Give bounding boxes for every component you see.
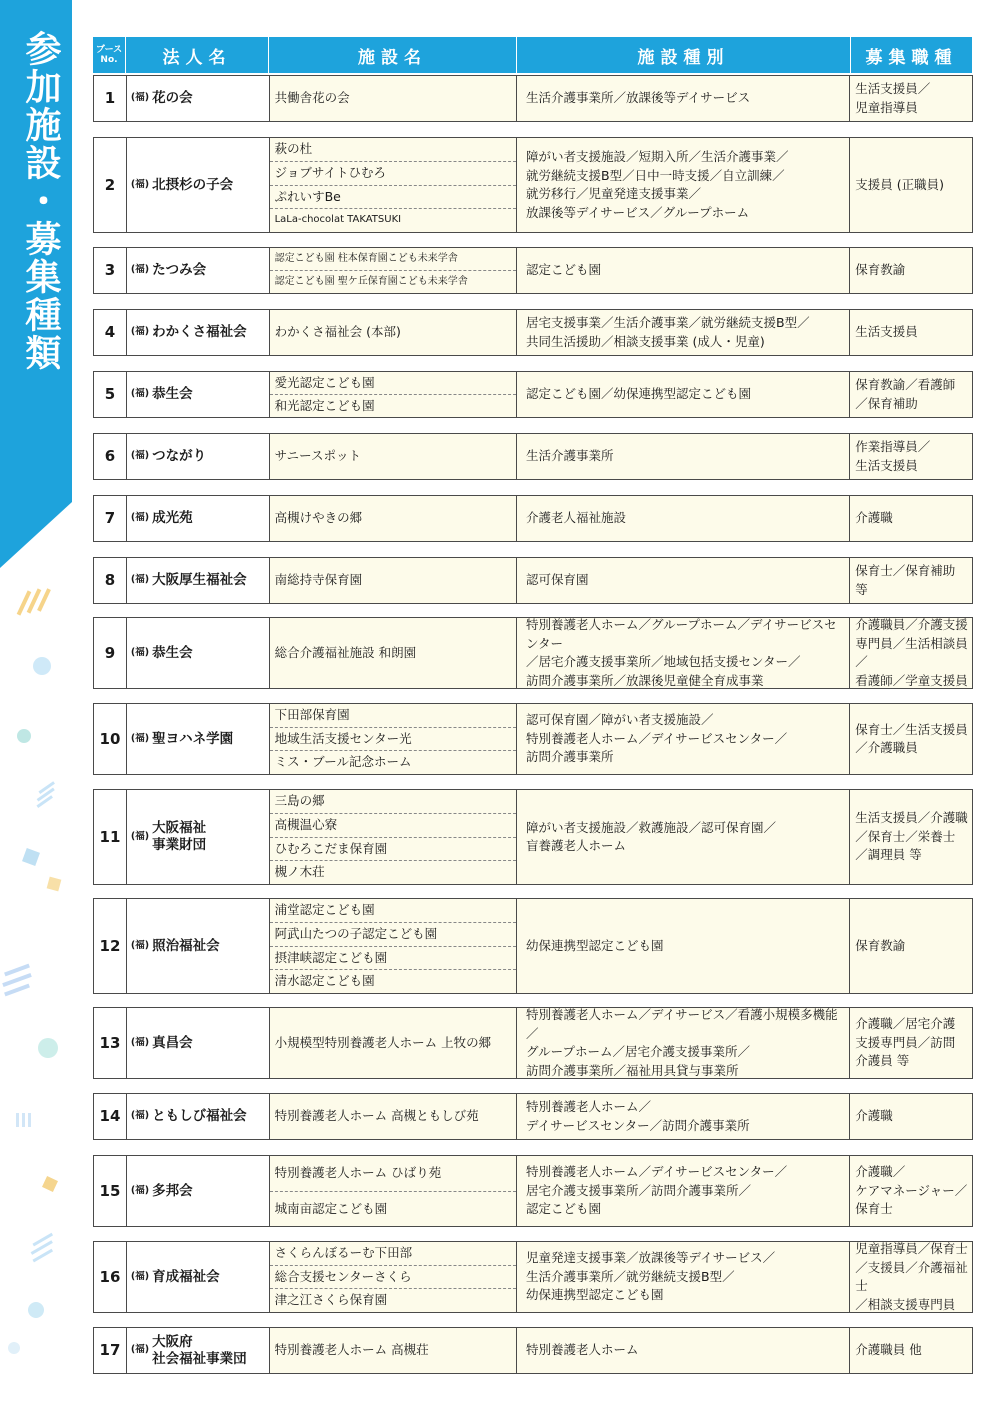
org-prefix: (福)	[130, 1036, 150, 1048]
facility-cell	[270, 1242, 517, 1312]
org-name: ともしび福祉会	[152, 1108, 247, 1124]
facility-type: 生活介護事業所	[517, 434, 850, 479]
table-row	[93, 1155, 973, 1227]
org-name: 聖ヨハネ学園	[152, 730, 234, 747]
org-cell	[127, 434, 270, 479]
facility-name: 和光認定こども園	[274, 397, 375, 413]
facility-type: 特別養護老人ホーム／ デイサービスセンター／訪問介護事業所	[517, 1094, 850, 1139]
table-row	[93, 1241, 973, 1313]
org-name: 大阪厚生福祉会	[152, 572, 247, 588]
job-types: 保育教諭	[855, 937, 906, 953]
table-row	[93, 789, 973, 885]
facility-type: 障がい者支援施設／救護施設／認可保育園／ 盲養護老人ホーム	[517, 790, 850, 884]
org-prefix: (福)	[130, 264, 150, 276]
table-row	[93, 495, 973, 542]
org-prefix: (福)	[130, 178, 150, 190]
facility-type: 特別養護老人ホーム／デイサービスセンター／ 居宅介護支援事業所／訪問介護事業所／ 認定こども園	[517, 1156, 850, 1226]
decorative-confetti	[0, 568, 72, 1412]
facility-name: 地域生活支援センター光	[270, 728, 516, 752]
booth-number: 12	[94, 899, 127, 993]
org-name: 成光苑	[152, 510, 193, 526]
job-types: 生活支援員／介護職 ／保育士／栄養士 ／調理員 等	[855, 810, 968, 863]
org-cell	[127, 138, 270, 232]
table-header	[93, 37, 973, 73]
org-prefix: (福)	[130, 830, 150, 842]
booth-number: 13	[94, 1008, 127, 1078]
table-row	[93, 617, 973, 689]
facility-cell	[270, 704, 517, 774]
facility-name: 高槻温心寮	[270, 814, 516, 838]
header-booth-no: ブース No.	[93, 37, 126, 73]
booth-number: 11	[94, 790, 127, 884]
table-row	[93, 309, 973, 356]
table-row	[93, 557, 973, 604]
booth-number: 8	[94, 558, 127, 603]
facility-name: 特別養護老人ホーム 高槻ともしび苑	[274, 1108, 479, 1124]
facility-type: 認可保育園／障がい者支援施設／ 特別養護老人ホーム／デイサービスセンター／ 訪問介護事業所	[517, 704, 850, 774]
job-types: 介護職員／介護支援 専門員／生活相談員／ 看護師／学童支援員	[855, 617, 968, 688]
facility-cell	[270, 138, 517, 232]
facility-name: サニースポット	[274, 448, 361, 464]
booth-number: 2	[94, 138, 127, 232]
org-name: わかくさ福祉会	[152, 324, 247, 340]
facility-type: 障がい者支援施設／短期入所／生活介護事業／ 就労継続支援B型／日中一時支援／自立訓練／ 就労移行／児童発達支援事業／ 放課後等デイサービス／グループホーム	[517, 138, 850, 232]
table-row	[93, 433, 973, 480]
org-cell	[127, 1328, 270, 1373]
job-types: 保育士／保育補助 等	[855, 563, 956, 597]
org-name: 恭生会	[152, 386, 193, 402]
facility-name: 津之江さくら保育園	[274, 1292, 388, 1308]
booth-number: 1	[94, 76, 127, 121]
org-name: 多邦会	[152, 1182, 193, 1199]
booth-number: 14	[94, 1094, 127, 1139]
facility-type: 児童発達支援事業／放課後等デイサービス／ 生活介護事業所／就労継続支援B型／ 幼保連携型認定こども園	[517, 1242, 850, 1312]
facility-cell	[270, 899, 517, 993]
booth-number: 10	[94, 704, 127, 774]
job-types: 生活支援員	[855, 324, 918, 340]
facility-name: 摂津峡認定こども園	[270, 947, 516, 971]
org-name: 真昌会	[152, 1034, 193, 1051]
facility-name: 特別養護老人ホーム 高槻荘	[274, 1342, 429, 1358]
facility-name: 共働舎花の会	[274, 90, 350, 106]
booth-number: 17	[94, 1328, 127, 1373]
table-row	[93, 703, 973, 775]
facility-cell	[270, 76, 517, 121]
org-cell	[127, 704, 270, 774]
org-prefix: (福)	[130, 646, 150, 658]
facility-type: 認可保育園	[517, 558, 850, 603]
facility-name: 認定こども園 柱本保育園こども未来学舎	[270, 248, 516, 271]
org-name: 照治福祉会	[152, 937, 220, 954]
booth-number: 5	[94, 372, 127, 417]
org-prefix: (福)	[130, 92, 150, 104]
org-cell	[127, 790, 270, 884]
page-title: 参加施設・募集種類	[20, 30, 61, 372]
job-types: 介護職	[855, 510, 893, 526]
facility-name: 愛光認定こども園	[270, 372, 516, 395]
job-types: 作業指導員／ 生活支援員	[855, 439, 931, 473]
org-name: 大阪福祉 事業財団	[152, 820, 207, 853]
org-name: 大阪府 社会福祉事業団	[152, 1333, 247, 1367]
facility-name: 城南亩認定こども園	[274, 1200, 388, 1216]
facility-name: 特別養護老人ホーム ひばり苑	[270, 1156, 516, 1192]
job-types: 保育士／生活支援員 ／介護職員	[855, 721, 968, 755]
facility-name: 認定こども園 聖ケ丘保育園こども未来学舎	[274, 275, 468, 287]
table-row	[93, 898, 973, 994]
job-types: 介護職	[855, 1108, 893, 1124]
org-prefix: (福)	[130, 732, 150, 744]
table-row	[93, 1093, 973, 1140]
org-prefix: (福)	[130, 326, 150, 338]
org-cell	[127, 558, 270, 603]
facility-cell	[270, 434, 517, 479]
job-types: 保育教諭／看護師 ／保育補助	[855, 377, 956, 411]
job-types: 介護職／居宅介護 支援専門員／訪問 介護員 等	[855, 1016, 956, 1069]
booth-number: 9	[94, 618, 127, 688]
facility-name: ジョブサイトひむろ	[270, 162, 516, 186]
org-cell	[127, 76, 270, 121]
facility-cell	[270, 558, 517, 603]
facility-name: 萩の杜	[270, 138, 516, 162]
facility-cell	[270, 1094, 517, 1139]
facility-type: 介護老人福祉施設	[517, 496, 850, 541]
facility-type: 幼保連携型認定こども園	[517, 899, 850, 993]
job-types: 児童指導員／保育士 ／支援員／介護福祉士 ／相談支援専門員	[855, 1241, 968, 1312]
org-name: 花の会	[152, 90, 193, 106]
org-name: たつみ会	[152, 262, 207, 278]
facility-cell	[270, 618, 517, 688]
org-prefix: (福)	[130, 574, 150, 586]
facility-name: わかくさ福祉会 (本部)	[274, 324, 401, 340]
facility-name: 槻ノ木荘	[274, 864, 325, 880]
facility-cell	[270, 372, 517, 417]
org-name: 恭生会	[152, 644, 193, 661]
table-row	[93, 1327, 973, 1374]
table-row	[93, 371, 973, 418]
org-cell	[127, 1156, 270, 1226]
facility-cell	[270, 496, 517, 541]
org-cell	[127, 310, 270, 355]
facility-name: さくらんぼるーむ下田部	[270, 1242, 516, 1266]
org-prefix: (福)	[130, 1184, 150, 1196]
job-types: 支援員 (正職員)	[855, 176, 944, 192]
facility-name: 清水認定こども園	[274, 973, 375, 989]
org-cell	[127, 899, 270, 993]
header-jobs: 募集職種	[851, 37, 973, 73]
org-prefix: (福)	[130, 512, 150, 524]
facility-cell	[270, 1328, 517, 1373]
header-org: 法人名	[126, 37, 269, 73]
header-type: 施設種別	[517, 37, 851, 73]
table-row	[93, 1007, 973, 1079]
booth-number: 16	[94, 1242, 127, 1312]
org-prefix: (福)	[130, 1270, 150, 1282]
facility-cell	[270, 310, 517, 355]
facility-type: 特別養護老人ホーム	[517, 1328, 850, 1373]
org-prefix: (福)	[130, 450, 150, 462]
facility-cell	[270, 248, 517, 293]
org-name: 育成福祉会	[152, 1268, 220, 1285]
booth-number: 4	[94, 310, 127, 355]
org-prefix: (福)	[130, 1344, 150, 1356]
facility-cell	[270, 1156, 517, 1226]
table-row	[93, 247, 973, 294]
org-prefix: (福)	[130, 1110, 150, 1122]
org-prefix: (福)	[130, 388, 150, 400]
org-cell	[127, 1242, 270, 1312]
facility-cell	[270, 790, 517, 884]
org-cell	[127, 248, 270, 293]
facility-type: 特別養護老人ホーム／デイサービス／看護小規模多機能／ グループホーム／居宅介護支援事業所／ 訪問介護事業所／福祉用具貸与事業所	[517, 1008, 850, 1078]
facility-name: ミス・ブール記念ホーム	[274, 754, 412, 770]
facility-type: 特別養護老人ホーム／グループホーム／デイサービスセンター ／居宅介護支援事業所／地域包括支援センター／ 訪問介護事業所／放課後児童健全育成事業	[517, 618, 850, 688]
facility-name: ひむろこだま保育園	[270, 838, 516, 862]
job-types: 介護職／ ケアマネージャー／ 保育士	[855, 1164, 968, 1217]
facility-cell	[270, 1008, 517, 1078]
header-facility: 施設名	[269, 37, 517, 73]
job-types: 介護職員 他	[855, 1342, 922, 1358]
org-cell	[127, 618, 270, 688]
org-cell	[127, 1094, 270, 1139]
facility-type: 居宅支援事業／生活介護事業／就労継続支援B型／ 共同生活援助／相談支援事業 (成人・児童)	[517, 310, 850, 355]
facility-name: ぷれいすBe	[270, 186, 516, 210]
booth-number: 6	[94, 434, 127, 479]
facility-name: 高槻けやきの郷	[274, 510, 363, 526]
booth-number: 7	[94, 496, 127, 541]
facility-name: 三島の郷	[270, 790, 516, 814]
table-row	[93, 75, 973, 122]
booth-number: 3	[94, 248, 127, 293]
facility-name: 浦堂認定こども園	[270, 899, 516, 923]
facility-type: 認定こども園／幼保連携型認定こども園	[517, 372, 850, 417]
table-row	[93, 137, 973, 233]
facility-name: 総合介護福祉施設 和朗園	[274, 644, 417, 660]
facility-name: LaLa-chocolat TAKATSUKI	[274, 214, 402, 226]
booth-number: 15	[94, 1156, 127, 1226]
facility-type: 認定こども園	[517, 248, 850, 293]
side-banner	[0, 0, 72, 568]
org-prefix: (福)	[130, 939, 150, 951]
job-types: 保育教諭	[855, 262, 906, 278]
facility-name: 小規模型特別養護老人ホーム 上牧の郷	[274, 1034, 492, 1050]
org-cell	[127, 1008, 270, 1078]
org-name: つながり	[152, 448, 207, 464]
org-name: 北摂杉の子会	[152, 176, 234, 193]
facility-name: 総合支援センターさくら	[270, 1266, 516, 1290]
facility-name: 南総持寺保育園	[274, 572, 363, 588]
facility-type: 生活介護事業所／放課後等デイサービス	[517, 76, 850, 121]
facility-name: 阿武山たつの子認定こども園	[270, 923, 516, 947]
org-cell	[127, 372, 270, 417]
job-types: 生活支援員／ 児童指導員	[855, 81, 931, 115]
org-cell	[127, 496, 270, 541]
facility-name: 下田部保育園	[270, 704, 516, 728]
